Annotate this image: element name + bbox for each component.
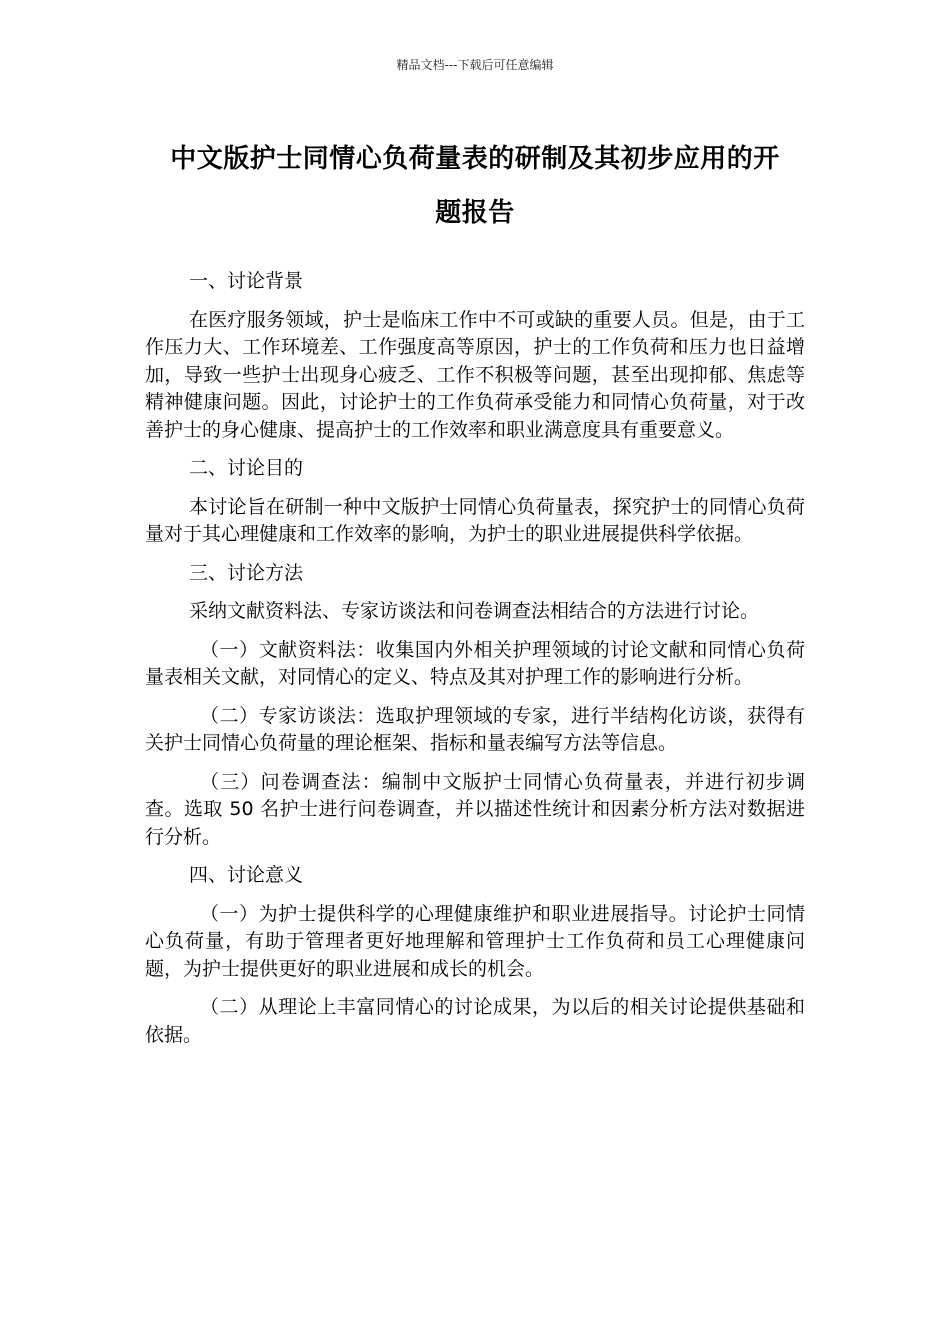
- paragraph-method-literature: （一）文献资料法：收集国内外相关护理领域的讨论文献和同情心负荷量表相关文献，对同情心的定义、特点及其对护理工作的影响进行分析。: [145, 638, 805, 688]
- paragraph-method-interview: （二）专家访谈法：选取护理领域的专家，进行半结构化访谈，获得有关护士同情心负荷量的理论框架、指标和量表编写方法等信息。: [145, 704, 805, 754]
- title-line-2: 题报告: [435, 198, 515, 228]
- section-heading-background: 一、讨论背景: [189, 270, 304, 292]
- document-body: [145, 268, 805, 1060]
- paragraph-purpose: 本讨论旨在研制一种中文版护士同情心负荷量表，探究护士的同情心负荷量对于其心理健康和工作效率的影响，为护士的职业进展提供科学依据。: [145, 495, 805, 545]
- section-heading-purpose: 二、讨论目的: [189, 457, 304, 479]
- paragraph-background: 在医疗服务领域，护士是临床工作中不可或缺的重要人员。但是，由于工作压力大、工作环境差、工作强度高等原因，护士的工作负荷和压力也日益增加，导致一些护士出现身心疲乏、工作不积极等问题，甚至出现抑郁、焦虑等精神健康问题。因此，讨论护士的工作负荷承受能力和同情心负荷量，对于改善护士的身心健康、提高护士的工作效率和职业满意度具有重要意义。: [145, 308, 805, 441]
- title-line-1: 中文版护士同情心负荷量表的研制及其初步应用的开: [170, 144, 780, 174]
- paragraph-significance-1: （一）为护士提供科学的心理健康维护和职业进展指导。讨论护士同情心负荷量，有助于管理者更好地理解和管理护士工作负荷和员工心理健康问题，为护士提供更好的职业进展和成长的机会。: [145, 902, 805, 980]
- section-heading-methods: 三、讨论方法: [189, 561, 304, 584]
- paragraph-method-survey: （三）问卷调查法：编制中文版护士同情心负荷量表，并进行初步调查。选取 50 名护士进行问卷调查，并以描述性统计和因素分析方法对数据进行分析。: [145, 770, 805, 848]
- paragraph-significance-2: （二）从理论上丰富同情心的讨论成果，为以后的相关讨论提供基础和依据。: [145, 996, 805, 1046]
- section-heading-significance: 四、讨论意义: [189, 864, 304, 886]
- header-note: 精品文档---下载后可任意编辑: [396, 58, 554, 72]
- paragraph-methods-intro: 采纳文献资料法、专家访谈法和问卷调查法相结合的方法进行讨论。: [189, 600, 760, 622]
- document-title: [140, 132, 810, 240]
